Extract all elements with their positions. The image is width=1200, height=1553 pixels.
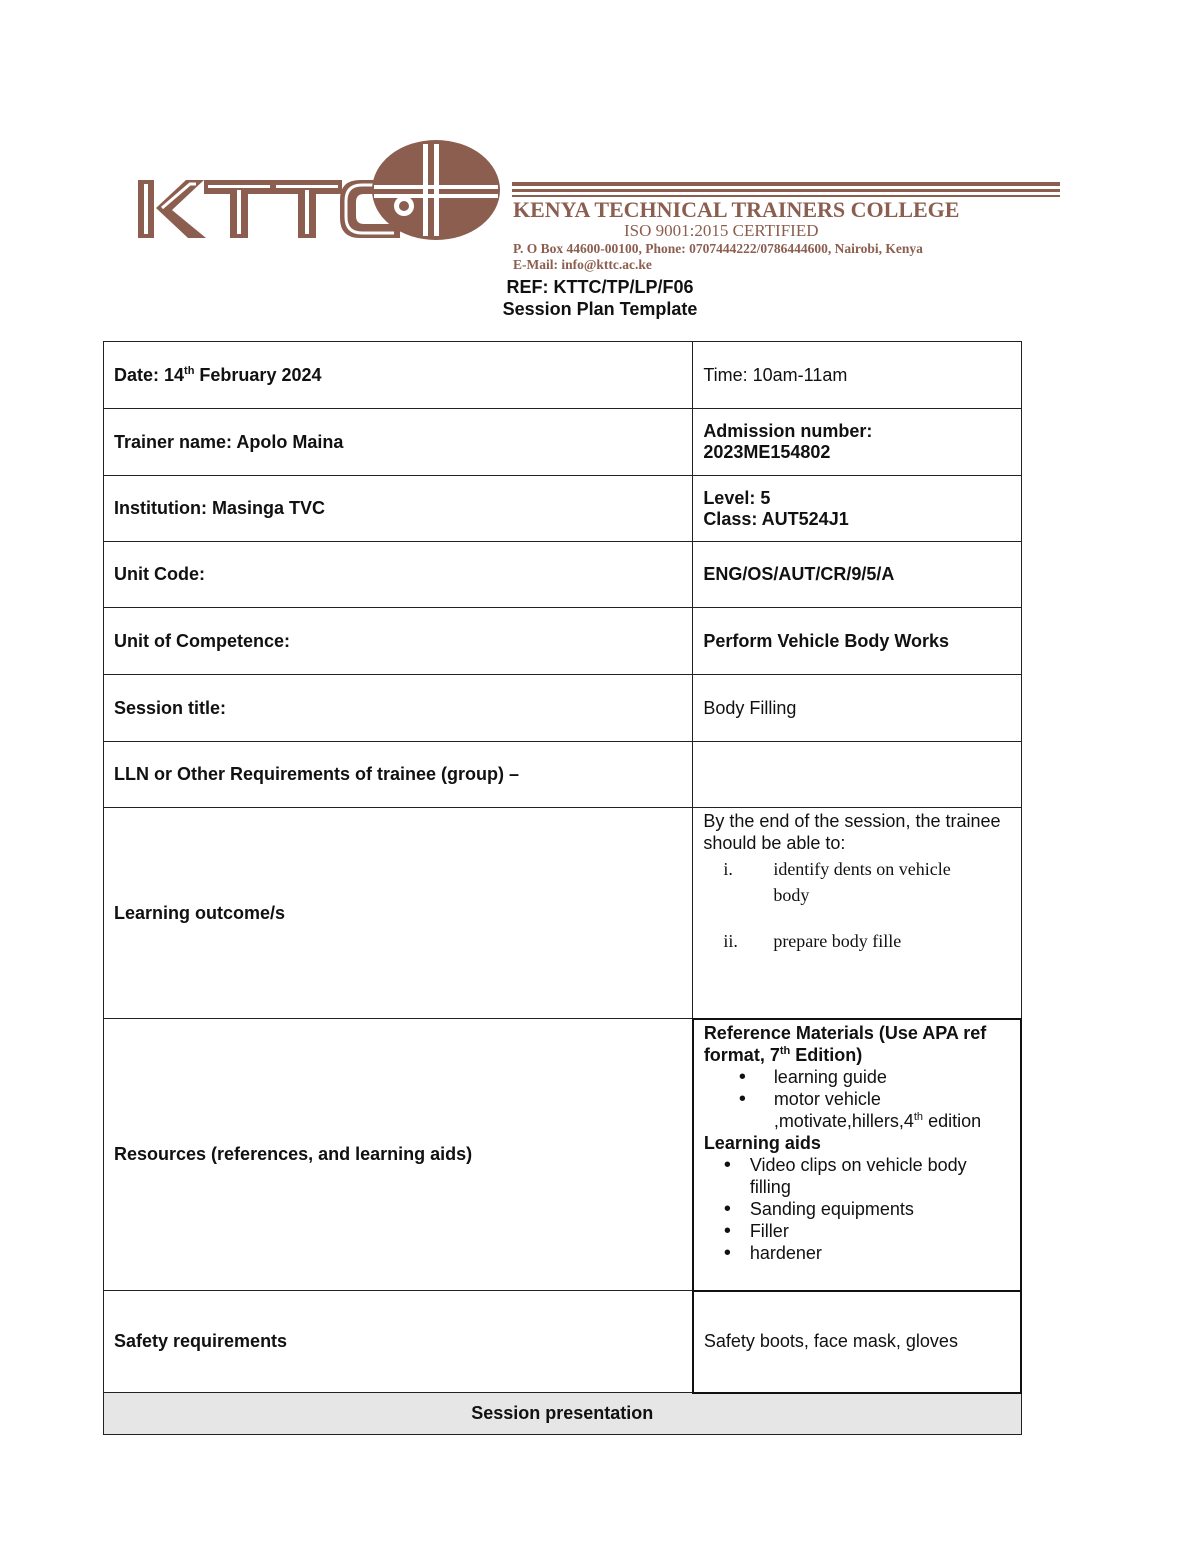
lln-value	[693, 742, 1021, 808]
list-item: • hardener	[704, 1242, 1010, 1264]
table-row	[104, 1291, 1022, 1393]
table-row	[104, 742, 1022, 808]
table-row	[104, 342, 1022, 409]
reference-list	[704, 1066, 1010, 1132]
college-address: P. O Box 44600-00100, Phone: 0707444222/0786444600, Nairobi, Kenya	[513, 241, 923, 256]
list-item: • Filler	[704, 1220, 1010, 1242]
letterhead-rules	[512, 182, 1060, 197]
lln-label: LLN or Other Requirements of trainee (group) –	[104, 742, 693, 808]
table-row	[104, 542, 1022, 608]
document-title: Session Plan Template	[502, 299, 698, 319]
competence-value: Perform Vehicle Body Works	[693, 608, 1021, 675]
list-item: ii. prepare body fille	[723, 931, 902, 951]
safety-label: Safety requirements	[104, 1291, 693, 1393]
reference-materials-heading: Reference Materials (Use APA ref format, 7th Edition)	[703, 1022, 987, 1065]
session-title-value: Body Filling	[693, 675, 1021, 742]
session-title-label: Session title:	[104, 675, 693, 742]
college-letterhead	[138, 140, 1062, 274]
safety-value: Safety boots, face mask, gloves	[693, 1291, 1021, 1393]
competence-label: Unit of Competence:	[104, 608, 693, 675]
college-name: KENYA TECHNICAL TRAINERS COLLEGE	[513, 197, 960, 222]
ref-code: REF: KTTC/TP/LP/F06	[506, 277, 694, 297]
outcomes-list	[703, 856, 1010, 954]
session-plan-table	[103, 341, 1022, 1435]
session-presentation-header: Session presentation	[104, 1393, 1022, 1435]
list-item: • learning guide	[704, 1066, 1010, 1088]
table-row	[104, 409, 1022, 476]
college-email: E-Mail: info@kttc.ac.ke	[513, 257, 652, 272]
list-item: • motor vehicle ,motivate,hillers,4th edition	[704, 1088, 1010, 1132]
date-cell: Date: 14th February 2024	[104, 342, 693, 409]
outcomes-cell	[693, 808, 1021, 1019]
level-class-cell: Level: 5 Class: AUT524J1	[693, 476, 1021, 542]
institution-cell: Institution: Masinga TVC	[104, 476, 693, 542]
trainer-cell: Trainer name: Apolo Maina	[104, 409, 693, 476]
resources-cell	[693, 1019, 1021, 1291]
document-heading	[0, 276, 1200, 320]
time-cell: Time: 10am-11am	[693, 342, 1021, 409]
list-item: i. identify dents on vehicle body	[723, 859, 951, 905]
table-row	[104, 608, 1022, 675]
unit-code-label: Unit Code:	[104, 542, 693, 608]
unit-code-value: ENG/OS/AUT/CR/9/5/A	[693, 542, 1021, 608]
list-item: • Sanding equipments	[704, 1198, 1010, 1220]
table-row	[104, 1019, 1022, 1291]
table-row	[104, 675, 1022, 742]
learning-aids-list	[704, 1154, 1010, 1264]
iso-certification: ISO 9001:2015 CERTIFIED	[624, 221, 819, 240]
admission-cell: Admission number: 2023ME154802	[693, 409, 1021, 476]
outcomes-label: Learning outcome/s	[104, 808, 693, 1019]
learning-aids-heading: Learning aids	[703, 1132, 821, 1153]
list-item: • Video clips on vehicle body filling	[704, 1154, 1010, 1198]
table-row	[104, 476, 1022, 542]
resources-label: Resources (references, and learning aids)	[104, 1019, 693, 1291]
kttc-logo	[138, 140, 500, 240]
outcomes-intro: By the end of the session, the trainee should be able to:	[703, 811, 1001, 853]
table-row	[104, 1393, 1022, 1435]
table-row	[104, 808, 1022, 1019]
